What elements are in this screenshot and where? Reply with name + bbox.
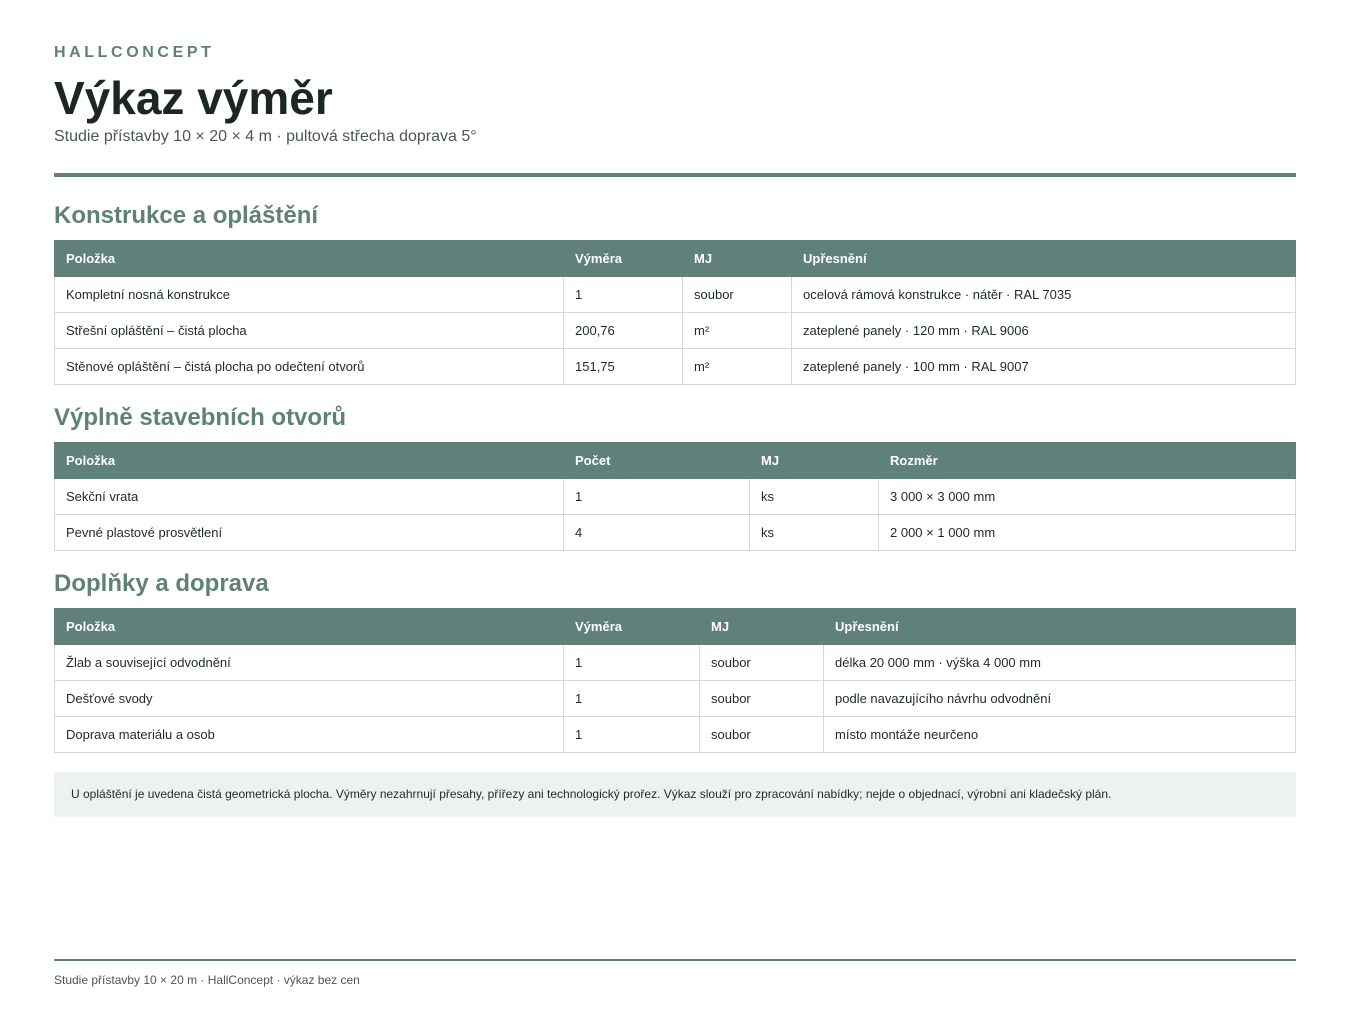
table-cell: Žlab a související odvodnění (55, 645, 564, 681)
column-header: MJ (700, 609, 824, 645)
table-cell: 151,75 (564, 349, 683, 385)
table-cell: Doprava materiálu a osob (55, 717, 564, 753)
table-row (55, 681, 1296, 717)
table-cell: 1 (564, 479, 750, 515)
header-divider (54, 173, 1296, 177)
section-openings (54, 403, 1296, 551)
footer-divider (54, 959, 1296, 961)
table-cell: soubor (683, 277, 792, 313)
table-row (55, 515, 1296, 551)
table-cell: Kompletní nosná konstrukce (55, 277, 564, 313)
accessories-table (54, 608, 1296, 753)
table-cell: soubor (700, 717, 824, 753)
table-cell: m² (683, 313, 792, 349)
table-cell: ks (750, 479, 879, 515)
table-cell: 2 000 × 1 000 mm (879, 515, 1296, 551)
table-cell: Střešní opláštění – čistá plocha (55, 313, 564, 349)
table-row (55, 479, 1296, 515)
column-header: Upřesnění (792, 241, 1296, 277)
table-cell: délka 20 000 mm · výška 4 000 mm (824, 645, 1296, 681)
table-cell: zateplené panely · 120 mm · RAL 9006 (792, 313, 1296, 349)
table-cell: 200,76 (564, 313, 683, 349)
column-header: Rozměr (879, 443, 1296, 479)
table-row (55, 277, 1296, 313)
table-cell: 1 (564, 717, 700, 753)
table-header-row (55, 443, 1296, 479)
section-title: Výplně stavebních otvorů (54, 404, 347, 431)
table-row (55, 349, 1296, 385)
table-cell: 1 (564, 277, 683, 313)
column-header: Výměra (564, 241, 683, 277)
column-header: MJ (750, 443, 879, 479)
column-header: Položka (55, 609, 564, 645)
table-cell: 1 (564, 681, 700, 717)
table-row (55, 645, 1296, 681)
table-cell: 1 (564, 645, 700, 681)
construction-table (54, 240, 1296, 385)
table-cell: ks (750, 515, 879, 551)
openings-table (54, 442, 1296, 551)
table-cell: ocelová rámová konstrukce · nátěr · RAL 7035 (792, 277, 1296, 313)
table-cell: zateplené panely · 100 mm · RAL 9007 (792, 349, 1296, 385)
table-cell: podle navazujícího návrhu odvodnění (824, 681, 1296, 717)
page-footer: Studie přístavby 10 × 20 m · HallConcept · výkaz bez cen (54, 973, 360, 987)
table-row (55, 717, 1296, 753)
column-header: MJ (683, 241, 792, 277)
table-cell: 4 (564, 515, 750, 551)
section-accessories (54, 569, 1296, 753)
column-header: Upřesnění (824, 609, 1296, 645)
table-cell: Dešťové svody (55, 681, 564, 717)
table-header-row (55, 241, 1296, 277)
section-construction (54, 201, 1296, 385)
section-title: Doplňky a doprava (54, 570, 269, 597)
section-title: Konstrukce a opláštění (54, 202, 319, 229)
table-cell: m² (683, 349, 792, 385)
table-cell: místo montáže neurčeno (824, 717, 1296, 753)
table-cell: Pevné plastové prosvětlení (55, 515, 564, 551)
column-header: Výměra (564, 609, 700, 645)
column-header: Počet (564, 443, 750, 479)
table-row (55, 313, 1296, 349)
table-header-row (55, 609, 1296, 645)
document-page (54, 0, 1296, 817)
page-subtitle: Studie přístavby 10 × 20 × 4 m · pultová střecha doprava 5° (54, 128, 477, 145)
table-cell: Stěnové opláštění – čistá plocha po odečtení otvorů (55, 349, 564, 385)
column-header: Položka (55, 443, 564, 479)
table-cell: Sekční vrata (55, 479, 564, 515)
note-box: U opláštění je uvedena čistá geometrická plocha. Výměry nezahrnují přesahy, přířezy ani technologický prořez. Výkaz slouží pro zpracování nabídky; nejde o objednací, výrobní ani kladečský plán. (54, 772, 1296, 817)
table-cell: soubor (700, 681, 824, 717)
column-header: Položka (55, 241, 564, 277)
table-cell: soubor (700, 645, 824, 681)
table-cell: 3 000 × 3 000 mm (879, 479, 1296, 515)
brand-name: HALLCONCEPT (54, 44, 215, 61)
page-title: Výkaz výměr (54, 72, 333, 124)
